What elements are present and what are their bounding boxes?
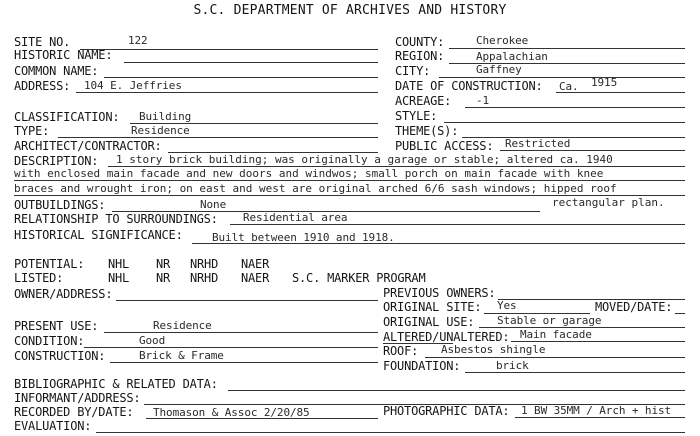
county-label: COUNTY:	[395, 35, 445, 49]
date-of-construction-label: DATE OF CONSTRUCTION:	[395, 79, 543, 93]
public-access-line	[500, 150, 685, 151]
description-rule-2	[14, 180, 685, 181]
evaluation-label: EVALUATION:	[14, 419, 92, 433]
address-line	[76, 92, 378, 93]
potential-nrhd: NRHD	[190, 257, 219, 271]
significance-line	[192, 243, 685, 244]
address-value: 104 E. Jeffries	[84, 79, 182, 92]
roof-label: ROOF:	[383, 344, 419, 358]
description-line-1: 1 story brick building; was originally a garage or stable; altered ca. 1940	[116, 153, 613, 166]
common-name-label: COMMON NAME:	[14, 64, 99, 78]
condition-line	[84, 347, 378, 348]
original-site-value: Yes	[497, 299, 517, 312]
roof-value: Asbestos shingle	[441, 343, 546, 356]
potential-nhl: NHL	[108, 257, 130, 271]
original-use-label: ORIGINAL USE:	[383, 315, 475, 329]
bibliographic-label: BIBLIOGRAPHIC & RELATED DATA:	[14, 377, 218, 391]
listed-label: LISTED:	[14, 271, 64, 285]
recorded-by-label: RECORDED BY/DATE:	[14, 405, 134, 419]
style-line	[444, 122, 685, 123]
type-value: Residence	[131, 124, 190, 137]
themes-line	[462, 137, 685, 138]
description-line-3: braces and wrought iron; on east and west are original arched 6/6 sash windows; hipped roof	[14, 182, 617, 195]
relationship-line	[230, 224, 685, 225]
city-value: Gaffney	[476, 63, 522, 76]
potential-label: POTENTIAL:	[14, 257, 85, 271]
classification-value: Building	[139, 110, 192, 123]
region-value: Appalachian	[476, 50, 548, 63]
type-label: TYPE:	[14, 124, 50, 138]
acreage-label: ACREAGE:	[395, 94, 452, 108]
date-of-construction-line	[556, 92, 685, 93]
date-year-value: 1915	[591, 76, 618, 89]
city-line	[439, 77, 685, 78]
public-access-value: Restricted	[505, 137, 571, 150]
classification-label: CLASSIFICATION:	[14, 110, 120, 124]
significance-value: Built between 1910 and 1918.	[212, 231, 395, 244]
address-label: ADDRESS:	[14, 79, 71, 93]
evaluation-line	[96, 432, 685, 433]
listed-naer: NAER	[241, 271, 270, 285]
relationship-label: RELATIONSHIP TO SURROUNDINGS:	[14, 212, 218, 226]
foundation-line	[465, 372, 685, 373]
original-site-label: ORIGINAL SITE:	[383, 300, 482, 314]
moved-date-line	[675, 313, 685, 314]
sc-marker-label: S.C. MARKER PROGRAM	[292, 271, 426, 285]
card-title: S.C. DEPARTMENT OF ARCHIVES AND HISTORY	[193, 3, 507, 18]
recorded-by-value: Thomason & Assoc 2/20/85	[153, 406, 310, 419]
original-use-value: Stable or garage	[497, 314, 602, 327]
construction-line	[110, 362, 378, 363]
condition-value: Good	[139, 334, 166, 347]
condition-label: CONDITION:	[14, 334, 85, 348]
architect-label: ARCHITECT/CONTRACTOR:	[14, 139, 162, 153]
relationship-value: Residential area	[243, 211, 348, 224]
acreage-line	[465, 107, 685, 108]
informant-label: INFORMANT/ADDRESS:	[14, 391, 141, 405]
listed-nrhd: NRHD	[190, 271, 219, 285]
potential-nr: NR	[156, 257, 171, 271]
construction-label: CONSTRUCTION:	[14, 349, 106, 363]
previous-owners-label: PREVIOUS OWNERS:	[383, 286, 496, 300]
altered-value: Main facade	[520, 328, 592, 341]
themes-label: THEME(S):	[395, 124, 459, 138]
present-use-line	[104, 332, 378, 333]
county-value: Cherokee	[476, 34, 529, 47]
foundation-value: brick	[496, 359, 529, 372]
owner-address-line	[116, 300, 378, 301]
region-label: REGION:	[395, 49, 445, 63]
altered-unaltered-label: ALTERED/UNALTERED:	[383, 330, 510, 344]
date-of-construction-value: Ca.	[559, 80, 579, 93]
type-line	[58, 137, 378, 138]
listed-nr: NR	[156, 271, 171, 285]
acreage-value: -1	[476, 94, 490, 107]
altered-line	[511, 341, 685, 342]
present-use-label: PRESENT USE:	[14, 319, 99, 333]
historic-name-line	[124, 62, 378, 63]
site-no-line	[80, 49, 378, 50]
city-label: CITY:	[395, 64, 431, 78]
photographic-data-value: 1 BW 35MM / Arch + hist	[521, 404, 672, 417]
moved-date-label: MOVED/DATE:	[595, 300, 673, 314]
outbuildings-label: OUTBUILDINGS:	[14, 198, 106, 212]
county-line	[449, 48, 685, 49]
common-name-line	[104, 77, 378, 78]
recorded-by-line	[146, 418, 378, 419]
bibliographic-line	[228, 390, 685, 391]
outbuildings-value: None	[200, 198, 227, 211]
present-use-value: Residence	[153, 319, 212, 332]
public-access-label: PUBLIC ACCESS:	[395, 139, 494, 153]
description-label: DESCRIPTION:	[14, 154, 99, 168]
site-no-label: SITE NO.	[14, 35, 71, 49]
photographic-data-line	[515, 417, 685, 418]
foundation-label: FOUNDATION:	[383, 359, 461, 373]
construction-value: Brick & Frame	[139, 349, 224, 362]
photographic-data-label: PHOTOGRAPHIC DATA:	[383, 404, 510, 418]
listed-nhl: NHL	[108, 271, 130, 285]
description-line-4: rectangular plan.	[552, 196, 665, 209]
site-no-value: 122	[128, 34, 148, 47]
style-label: STYLE:	[395, 109, 438, 123]
roof-line	[425, 357, 685, 358]
owner-address-label: OWNER/ADDRESS:	[14, 287, 113, 301]
potential-naer: NAER	[241, 257, 270, 271]
historic-name-label: HISTORIC NAME:	[14, 48, 113, 62]
significance-label: HISTORICAL SIGNIFICANCE:	[14, 228, 183, 242]
description-line-2: with enclosed main facade and new doors and windwos; small porch on main facade with knee	[14, 167, 604, 180]
